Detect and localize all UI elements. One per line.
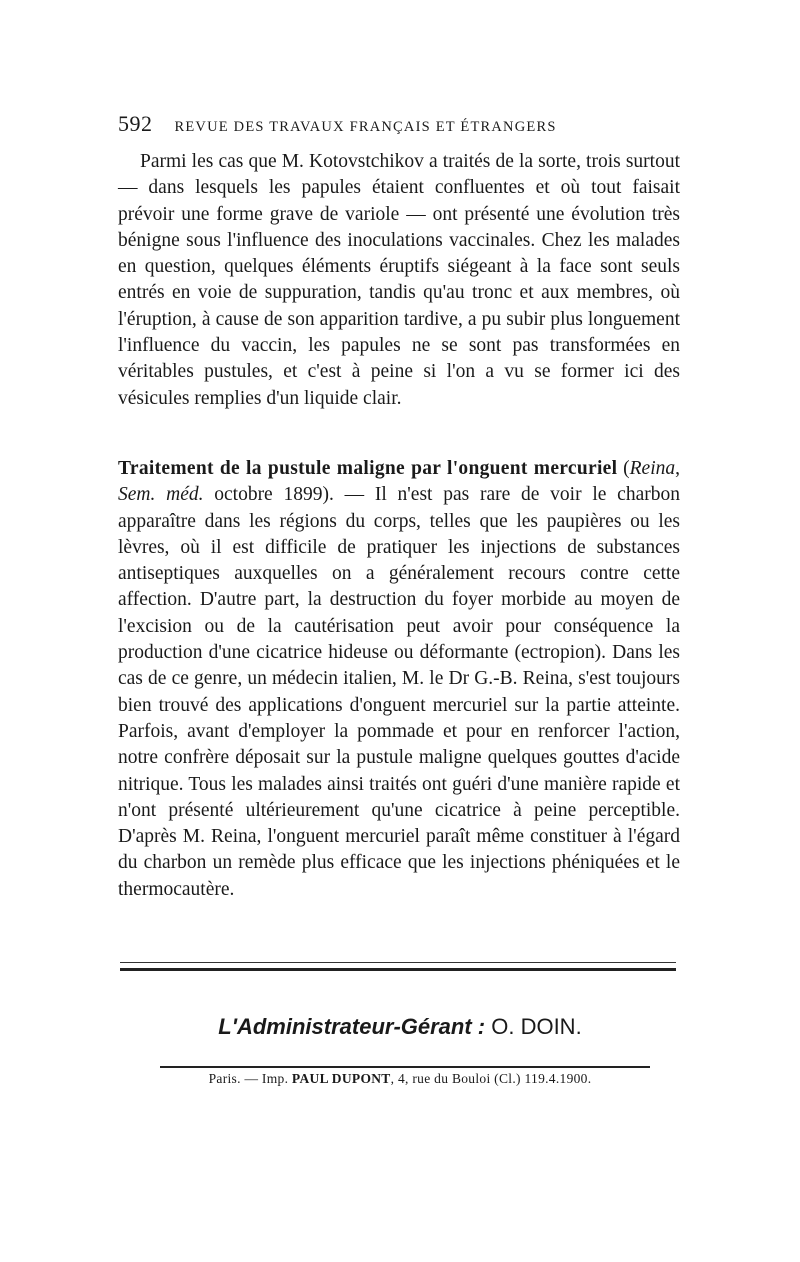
double-rule-divider: [120, 962, 676, 971]
running-head: REVUE DES TRAVAUX FRANÇAIS ET ÉTRANGERS: [174, 119, 557, 135]
reference-journal: Sem. méd.: [118, 484, 204, 506]
paragraph-kotovstchikov: Parmi les cas que M. Kotovstchikov a traités de la sorte, trois surtout — dans lesquels les papules étaient confluentes et où tout faisait prévoir une forme grave de variole — ont présenté une évolution très bénigne sous l'influence des inoculations vaccinales. Chez les malades en question, quelques éléments éruptifs siégeant à la face sont seuls entrés en voie de suppuration, tandis qu'au tronc et aux membres, où l'éruption, à cause de son apparition tardive, a pu subir plus longuement l'influence du vaccin, les papules ne se sont pas transformées en véritables pustules, et c'est à peine si l'on a vu se former ici des vésicules remplies d'un liquide clair.: [118, 151, 680, 409]
reference-date: octobre 1899). —: [203, 484, 375, 506]
reference-separator: ,: [675, 458, 680, 479]
signature-name: O. DOIN.: [491, 1014, 582, 1039]
signature-line: [0, 1014, 800, 1040]
imprint-rule: [160, 1066, 650, 1068]
reference-author: Reina: [629, 458, 676, 479]
imprint-place: Paris. — Imp.: [208, 1071, 292, 1086]
printer-imprint: [0, 1071, 800, 1087]
page-header: [118, 111, 680, 137]
article-reina: [118, 456, 680, 903]
imprint-address: , 4, rue du Bouloi (Cl.) 119.4.1900.: [390, 1071, 592, 1086]
article-body: Il n'est pas rare de voir le charbon apparaître dans les régions du corps, telles que les paupières ou les lèvres, où il est difficile de pratiquer les injections de substances antiseptiques auxquelles on a généralement recours contre cette affection. D'autre part, la destruction du foyer morbide au moyen de l'excision ou de la cautérisation peut avoir pour conséquence la production d'une cicatrice hideuse ou déformante (ectropion). Dans les cas de ce genre, un médecin italien, M. le Dr G.-B. Reina, s'est toujours bien trouvé des applications d'onguent mercuriel sur la partie atteinte. Parfois, avant d'employer la pommade et pour en renforcer l'action, notre confrère déposait sur la pustule maligne quelques gouttes d'acide nitrique. Tous les malades ainsi traités ont guéri d'une manière rapide et n'ont présenté ultérieurement qu'une cicatrice à peine perceptible. D'après M. Reina, l'onguent mercuriel paraît même constituer à l'égard du charbon un remède plus efficace que les injections phéniquées et le thermocautère.: [118, 484, 680, 900]
imprint-company: PAUL DUPONT: [291, 1071, 391, 1086]
page-number: 592: [118, 111, 153, 136]
reference-open: (: [617, 458, 630, 479]
signature-role: L'Administrateur-Gérant :: [218, 1014, 492, 1039]
article-title: Traitement de la pustule maligne par l'onguent mercuriel: [118, 458, 618, 479]
